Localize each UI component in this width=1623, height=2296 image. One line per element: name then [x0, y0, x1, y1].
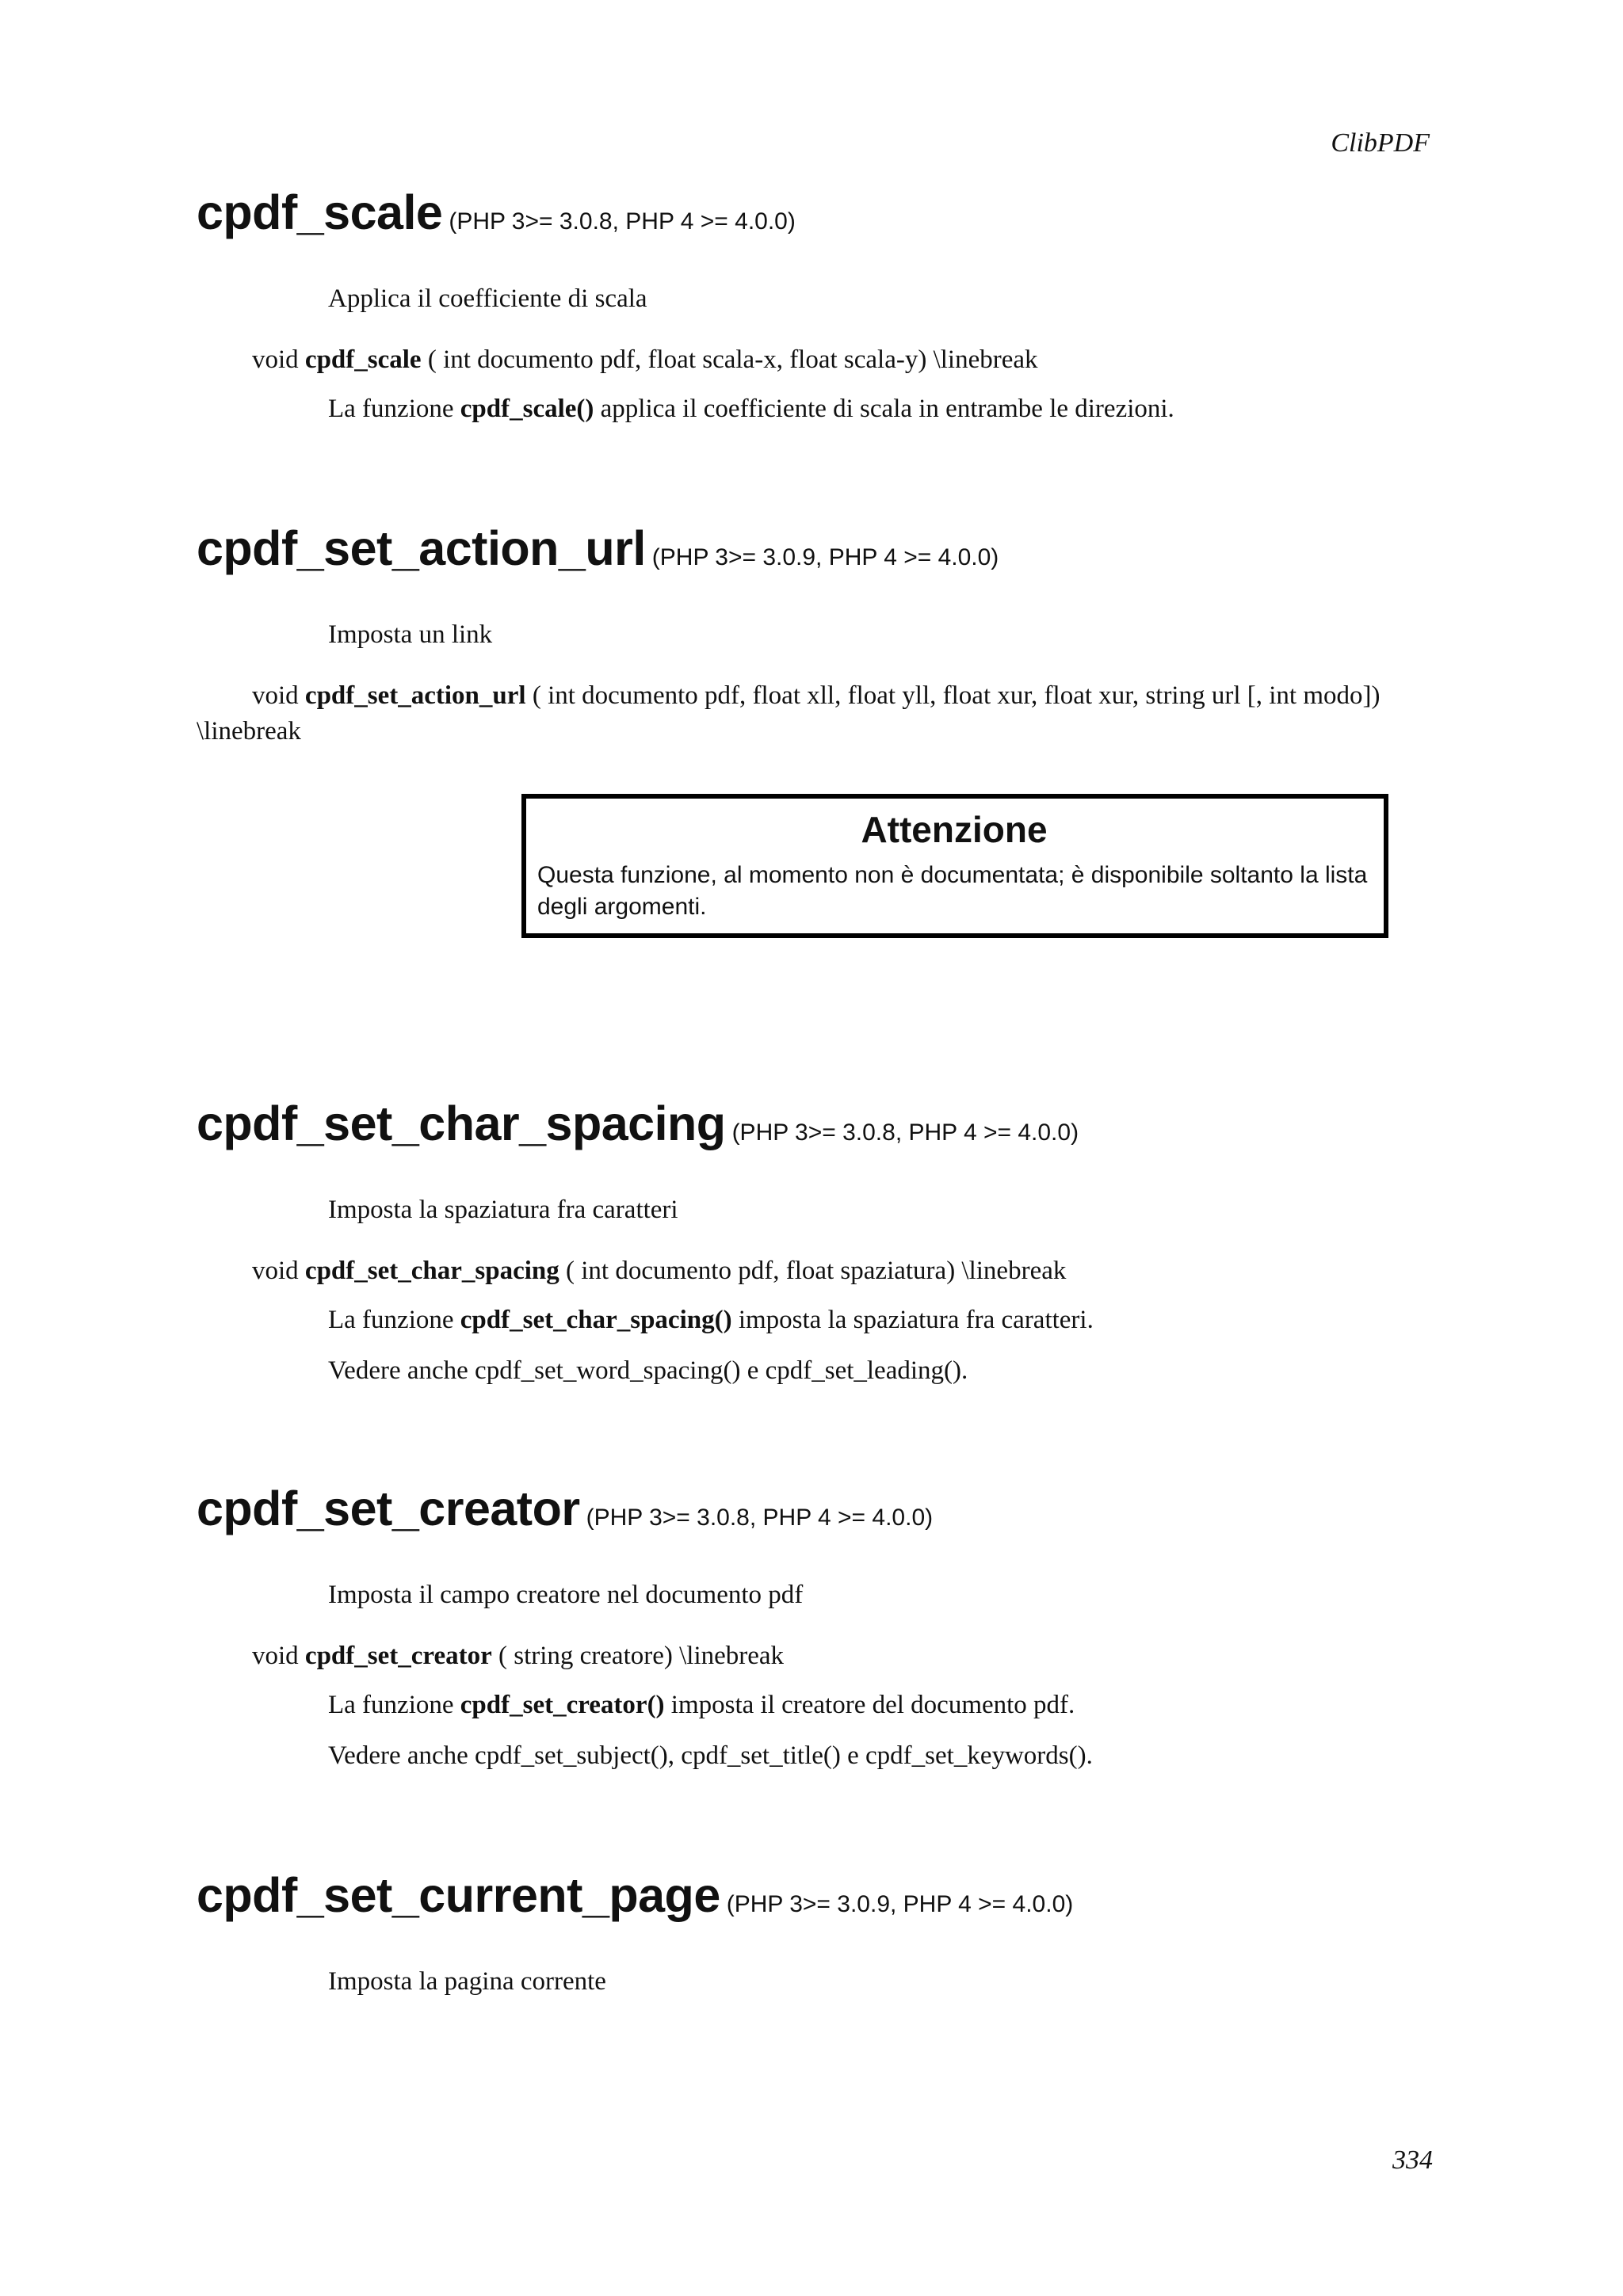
- entry-cpdf-set-current-page: [197, 1868, 1433, 1997]
- desc-function-name: cpdf_set_char_spacing(): [460, 1305, 732, 1334]
- function-description: [328, 1688, 1433, 1722]
- entry-heading: [197, 1097, 1433, 1150]
- function-synopsis: [252, 1253, 1433, 1289]
- entry-heading: [197, 1482, 1433, 1535]
- function-name: cpdf_set_char_spacing: [197, 1097, 726, 1150]
- return-type: void: [252, 345, 299, 374]
- function-name: cpdf_set_current_page: [197, 1868, 720, 1922]
- function-name: cpdf_set_action_url: [197, 521, 646, 575]
- version-info: (PHP 3>= 3.0.9, PHP 4 >= 4.0.0): [651, 544, 999, 570]
- synopsis-params: ( string creatore) \linebreak: [491, 1642, 785, 1670]
- desc-function-name: cpdf_scale(): [460, 394, 594, 423]
- desc-text: imposta la spaziatura fra caratteri.: [731, 1305, 1094, 1334]
- function-name: cpdf_set_creator: [197, 1482, 580, 1535]
- return-type: void: [252, 1257, 299, 1285]
- function-description: [328, 392, 1433, 426]
- synopsis-params: ( int documento pdf, float scala-x, float scala-y) \linebreak: [421, 345, 1038, 374]
- see-also: Vedere anche cpdf_set_subject(), cpdf_set_title() e cpdf_set_keywords().: [328, 1741, 1093, 1771]
- entry-heading: [197, 521, 1433, 575]
- function-purpose: Applica il coefficiente di scala: [328, 284, 647, 313]
- desc-text: La funzione: [328, 1305, 460, 1334]
- warning-box: [521, 794, 1388, 938]
- function-purpose: Imposta il campo creatore nel documento pdf: [328, 1581, 804, 1609]
- entry-heading: [197, 1868, 1433, 1922]
- synopsis-params: ( int documento pdf, float xll, float yll, float xur, float xur, string url [, int modo]) \linebreak: [197, 681, 1381, 746]
- warning-title: Attenzione: [861, 809, 1048, 850]
- desc-text: La funzione: [328, 394, 460, 423]
- warning-text: Questa funzione, al momento non è documentata; è disponibile soltanto la lista degli argomenti.: [537, 861, 1368, 921]
- synopsis-function-name: cpdf_set_action_url: [304, 681, 526, 710]
- function-synopsis: [252, 1638, 1433, 1674]
- version-info: (PHP 3>= 3.0.8, PHP 4 >= 4.0.0): [449, 208, 796, 235]
- synopsis-function-name: cpdf_set_creator: [304, 1642, 492, 1670]
- desc-text: applica il coefficiente di scala in entrambe le direzioni.: [594, 394, 1174, 423]
- synopsis-function-name: cpdf_scale: [304, 345, 422, 374]
- entry-cpdf-set-char-spacing: [197, 1097, 1433, 1388]
- function-purpose: Imposta la spaziatura fra caratteri: [328, 1196, 678, 1224]
- function-synopsis: [252, 342, 1433, 378]
- desc-text: La funzione: [328, 1690, 460, 1719]
- entry-cpdf-scale: [197, 185, 1433, 425]
- synopsis-params: ( int documento pdf, float spaziatura) \linebreak: [559, 1257, 1067, 1285]
- entry-cpdf-set-creator: [197, 1482, 1433, 1773]
- version-info: (PHP 3>= 3.0.9, PHP 4 >= 4.0.0): [726, 1891, 1074, 1917]
- version-info: (PHP 3>= 3.0.8, PHP 4 >= 4.0.0): [731, 1119, 1079, 1146]
- page-number: 334: [1392, 2145, 1433, 2175]
- function-purpose: Imposta un link: [328, 620, 493, 649]
- return-type: void: [252, 681, 299, 710]
- function-description: [328, 1303, 1433, 1337]
- function-synopsis: [197, 678, 1433, 749]
- entry-cpdf-set-action-url: [197, 521, 1433, 749]
- see-also: Vedere anche cpdf_set_word_spacing() e cpdf_set_leading().: [328, 1356, 968, 1386]
- function-purpose: Imposta la pagina corrente: [328, 1967, 606, 1996]
- desc-text: imposta il creatore del documento pdf.: [664, 1690, 1075, 1719]
- entry-heading: [197, 185, 1433, 239]
- version-info: (PHP 3>= 3.0.8, PHP 4 >= 4.0.0): [586, 1505, 934, 1531]
- running-head-title: ClibPDF: [1331, 128, 1430, 158]
- desc-function-name: cpdf_set_creator(): [460, 1690, 665, 1719]
- return-type: void: [252, 1642, 299, 1670]
- synopsis-function-name: cpdf_set_char_spacing: [304, 1257, 559, 1285]
- function-name: cpdf_scale: [197, 185, 443, 239]
